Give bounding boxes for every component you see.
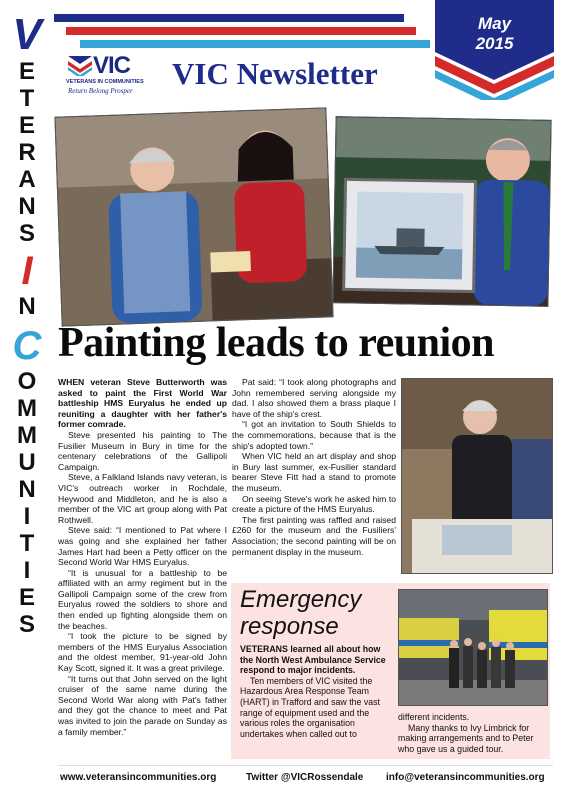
article-column-1 — [58, 377, 227, 737]
article-col1-paragraphs — [58, 430, 227, 737]
photo-ambulances-group — [398, 589, 548, 706]
side-word-communities — [6, 368, 48, 638]
article-paragraph: “It is unusual for a battleship to be affiliated with an army regiment but in the Gallipoli Campaign some of the crew from Euryalus rowed the soldiers to shore and then ended up fighting alongside them on the beaches. — [58, 567, 227, 631]
article-paragraph: “I got an invitation to South Shields to the commemorations, because that is the ship's adopted town.” — [232, 419, 396, 451]
side-letter: T — [19, 530, 35, 557]
emergency-thanks: Many thanks to Ivy Limbrick for making arrangements and to Peter who gave us a guided tour. — [398, 722, 534, 754]
article-column-2 — [232, 377, 396, 557]
article-paragraph: “It turns out that John served on the light cruiser of the same name during the Second World War along with Pat's father and they got the chance to meet and Pat was invited to join the parade on Sunday as a family member.” — [58, 673, 227, 737]
side-letter: N — [18, 476, 36, 503]
side-letter: A — [18, 166, 36, 193]
side-letter: N — [18, 293, 36, 320]
side-word-veterans — [6, 58, 48, 247]
newsletter-title: VIC Newsletter — [172, 56, 378, 91]
article-col2-paragraphs — [232, 377, 396, 557]
article-paragraph: The first painting was raffled and raised £260 for the museum and the Fusiliers' Association; the second painting will be on permanent display in the museum. — [232, 514, 396, 557]
side-letter-i: I — [21, 249, 33, 293]
emergency-lead: VETERANS learned all about how the North West Ambulance Service respond to major incidents. — [240, 644, 386, 676]
side-letter-c: C — [12, 324, 42, 368]
footer-website-link[interactable]: www.veteransincommunities.org — [60, 772, 217, 783]
footer-rule — [58, 765, 553, 766]
side-word-in — [6, 293, 48, 320]
logo-subtitle: VETERANS IN COMMUNITIES — [66, 79, 144, 85]
side-letter: O — [17, 368, 37, 395]
emergency-title-line1: Emergency — [240, 586, 362, 613]
side-letter: T — [19, 85, 35, 112]
issue-month: May — [477, 14, 512, 33]
emergency-title — [240, 586, 361, 640]
side-letter: S — [18, 220, 35, 247]
side-word-veterans-in-communities — [6, 12, 48, 638]
side-letter: S — [18, 611, 35, 638]
side-letter: M — [17, 395, 37, 422]
article-paragraph: Steve presented his painting to The Fusilier Museum in Bury in time for the centenary celebrations of the Gallipoli Campaign. — [58, 429, 227, 472]
article-paragraph: Pat said: “I took along photographs and John remembered serving alongside my dad. I also showed them a brass plaque I have of the ship's crest. — [232, 377, 396, 419]
article-paragraph: Steve said: “I mentioned to Pat where I was going and she explained her father James Hart had been a Petty officer on the Second World War HMS Euryalus. — [58, 525, 227, 568]
side-letter: R — [18, 139, 36, 166]
photo-signing-painting — [401, 378, 553, 574]
article-lead: WHEN veteran Steve Butterworth was asked to paint the First World War battleship HMS Euryalus he ended up reuniting a daughter with her father's former comrade. — [58, 377, 227, 430]
side-letter: E — [18, 584, 35, 611]
article-paragraph: When VIC held an art display and shop in Bury last summer, ex-Fusilier standard bearer Steve Fitt had a stand to promote the museum. — [232, 451, 396, 493]
logo-name: VIC — [93, 52, 131, 79]
footer-twitter-link[interactable]: Twitter @VICRossendale — [246, 772, 364, 783]
article-paragraph: Steve, a Falkland Islands navy veteran, is VIC's outreach worker in Rochdale, Heywood and Middleton, and he is also a member of the VIC art group along with Pat Rothwell. — [58, 472, 227, 525]
emergency-text — [240, 644, 392, 739]
emergency-body: Ten members of VIC visited the Hazardous Area Response Team (HART) in Trafford and saw the vast range of equipment used and the various roles the organisation undertakes when called out to — [240, 675, 380, 739]
stripe-navy — [54, 14, 404, 22]
side-letter: N — [18, 193, 36, 220]
side-letter: U — [18, 449, 36, 476]
article-paragraph: “I took the picture to be signed by members of the HMS Euryalus Association and the oldest member, 91-year-old John Kay Scott, signed it. It was a great privilege. — [58, 631, 227, 674]
emergency-title-line2: response — [240, 613, 339, 640]
footer-email-link[interactable]: info@veteransincommunities.org — [386, 772, 545, 783]
stripe-red — [66, 27, 416, 35]
side-letter: M — [17, 422, 37, 449]
side-letter: I — [23, 557, 31, 584]
vic-logo-chevron-icon — [68, 56, 92, 76]
logo-tagline: Return Belong Prosper — [68, 87, 133, 95]
side-letter: E — [18, 58, 35, 85]
side-letter: E — [18, 112, 35, 139]
issue-date — [432, 14, 557, 54]
article-paragraph: On seeing Steve's work he asked him to create a picture of the HMS Euryalus. — [232, 493, 396, 515]
side-letter-v: V — [12, 10, 42, 59]
photo-steve-with-painting — [332, 116, 551, 307]
emergency-continued: different incidents. — [398, 712, 470, 722]
photo-veteran-and-pat — [54, 107, 333, 326]
stripe-blue — [80, 40, 430, 48]
article-headline: Painting leads to reunion — [58, 320, 494, 366]
emergency-text-continued — [398, 712, 548, 754]
issue-year: 2015 — [475, 34, 514, 53]
side-letter: I — [23, 503, 31, 530]
